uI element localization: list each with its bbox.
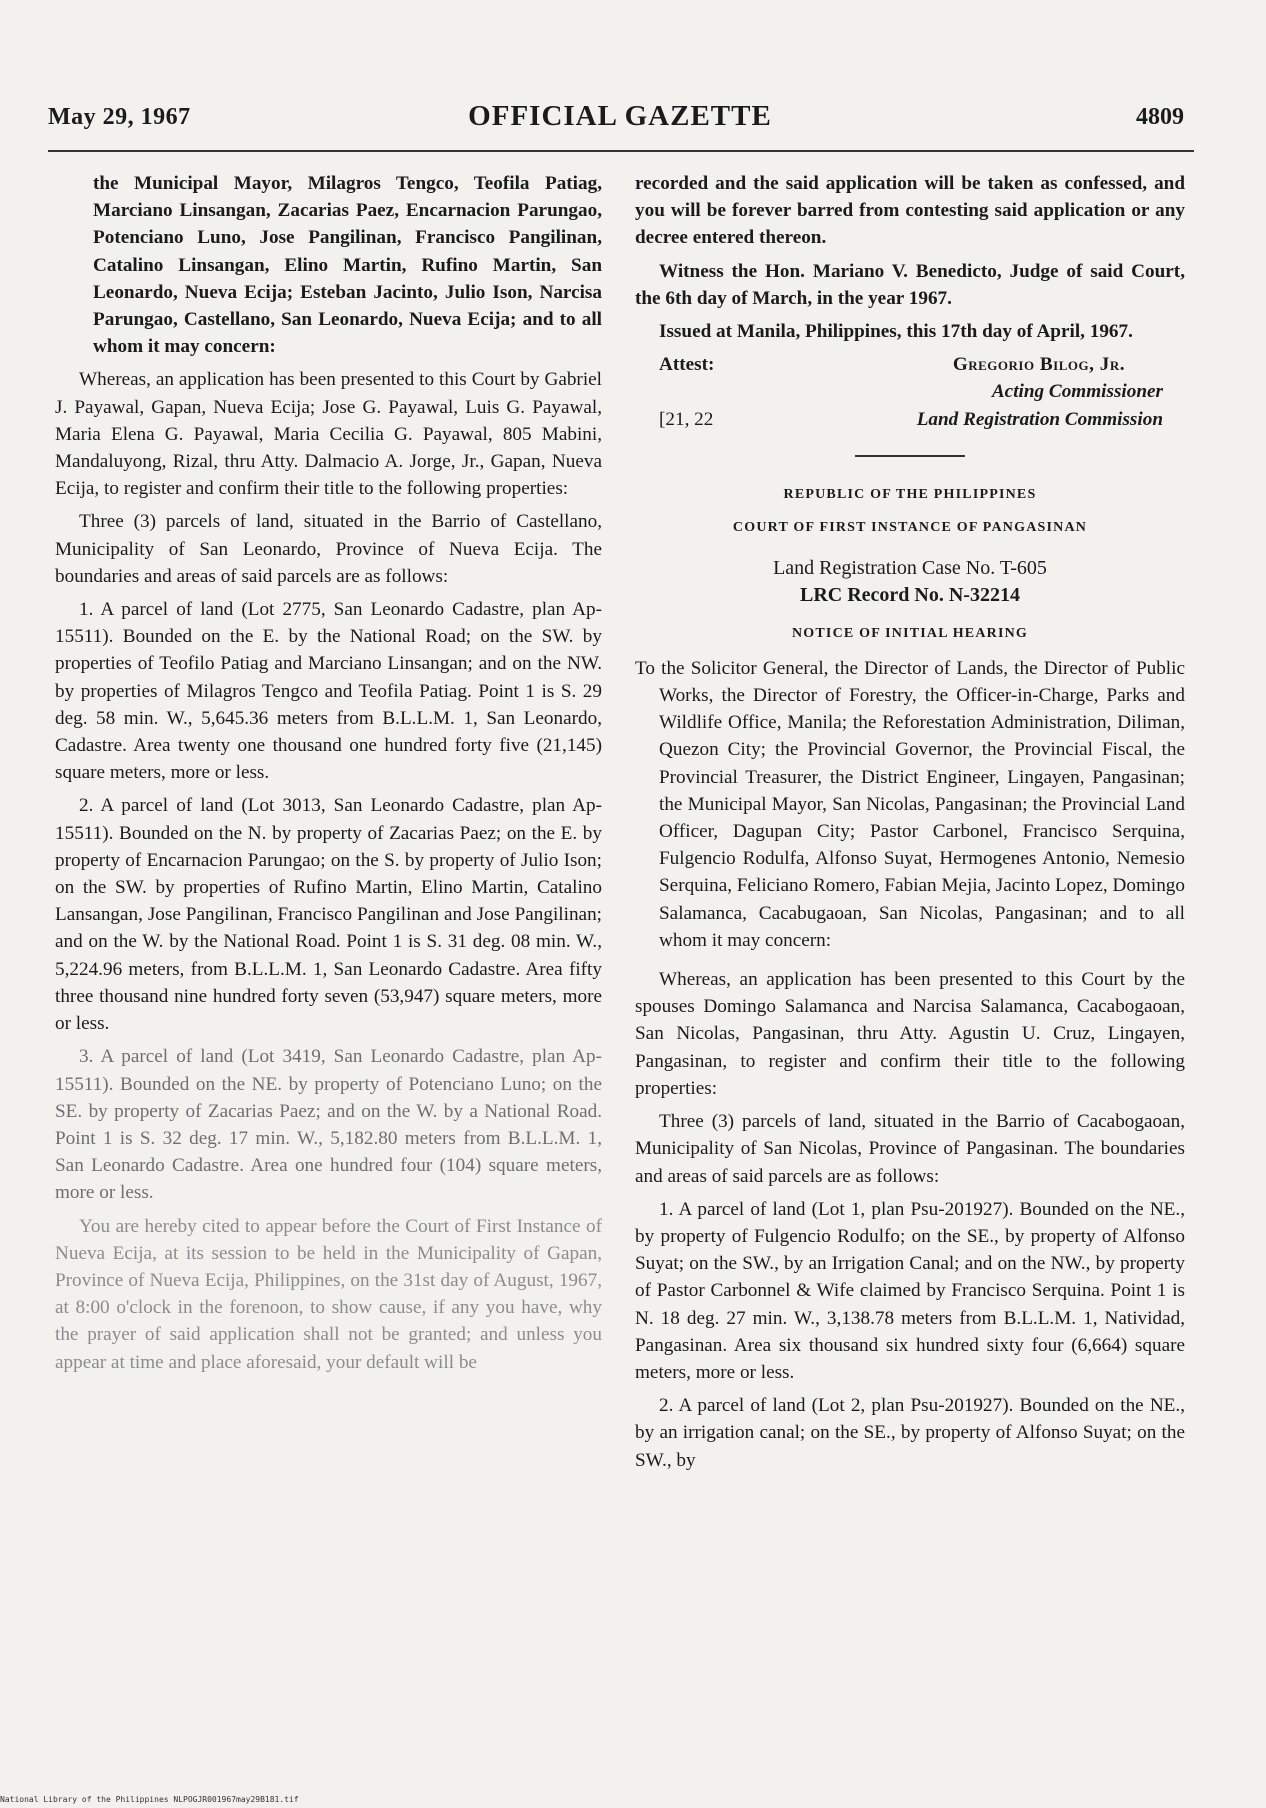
record-number: LRC Record No. N-32214 [800, 584, 1020, 607]
issue-date: May 29, 1967 [48, 104, 191, 130]
scan-footer: National Library of the Philippines NLPOGJR001967may29B181.tif [0, 1795, 299, 1804]
court-heading: COURT OF FIRST INSTANCE OF PANGASINAN [732, 520, 1088, 536]
signatory-name: Gregorio Bilog, Jr. [952, 354, 1125, 376]
three-parcels-paragraph: Three (3) parcels of land, situated in the Barrio of Castellano, Municipality of San Leonardo, Province of Nueva Ecija. The boundaries and areas of said parcels are as follows: [55, 511, 602, 587]
whereas-paragraph-2: Whereas, an application has been presented to this Court by the spouses Domingo Salamanca and Narcisa Salamanca, Cacabogaoan, San Nicolas, Pangasinan, thru Atty. Agustin U. Cruz, Lingayen, Pangasinan, to register and confirm their title to the following properties: [635, 969, 1185, 1099]
parcel-3-paragraph: 3. A parcel of land (Lot 3419, San Leonardo Cadastre, plan Ap-15511). Bounded on the NE. by property of Potenciano Luno; on the SE. by property of Zacarias Paez; and on the W. by a National Road. Point 1 is S. 32 deg. 17 min. W., 5,182.80 meters from B.L.L.M. 1, San Leonardo Cadastre. Area one hundred four (104) square meters, more or less. [55, 1046, 602, 1204]
notice-title: NOTICE OF INITIAL HEARING [791, 625, 1029, 641]
witness-paragraph: Witness the Hon. Mariano V. Benedicto, Judge of said Court, the 6th day of March, in the year 1967. [635, 260, 1185, 309]
republic-heading: REPUBLIC OF THE PHILIPPINES [783, 486, 1037, 502]
publication-title: OFFICIAL GAZETTE [468, 100, 772, 132]
attest-block [635, 351, 1185, 378]
signatory-title-row [635, 378, 1185, 405]
parcel-2-paragraph: 2. A parcel of land (Lot 3013, San Leonardo Cadastre, plan Ap-15511). Bounded on the N. by property of Zacarias Paez; on the E. by property of Encarnacion Parungao; on the S. by property of Julio Ison; on the SW. by properties of Rufino Martin, Elino Martin, Catalino Lansangan, Jose Pangilinan, Francisco Pangilinan and Jose Pangilinan; and on the W. by the National Road. Point 1 is S. 31 deg. 08 min. W., 5,224.96 meters, from B.L.L.M. 1, San Leonardo Cadastre. Area fifty three thousand nine hundred forty seven (53,947) square meters, more or less. [55, 795, 602, 1035]
issued-paragraph: Issued at Manila, Philippines, this 17th day of April, 1967. [659, 321, 1133, 343]
section-divider [855, 455, 965, 457]
addressees-paragraph: the Municipal Mayor, Milagros Tengco, Teofila Patiag, Marciano Linsangan, Zacarias Paez, Encarnacion Parungao, Potenciano Luno, Jose Pangilinan, Francisco Pangilinan, Catalino Linsangan, Elino Martin, Rufino Martin, San Leonardo, Nueva Ecija; Esteban Jacinto, Julio Ison, Narcisa Parungao, Castellano, San Leonardo, Nueva Ecija; and to all whom it may concern: [93, 173, 602, 358]
agency-row [635, 406, 1185, 433]
summons-paragraph: You are hereby cited to appear before the Court of First Instance of Nueva Ecija, at its session to be held in the Municipality of Gapan, Province of Nueva Ecija, Philippines, on the 31st day of August, 1967, at 8:00 o'clock in the forenoon, to show cause, if any you have, why the prayer of said application shall not be granted; and unless you appear at time and place aforesaid, your default will be [55, 1215, 602, 1373]
parcel-1-paragraph-2: 1. A parcel of land (Lot 1, plan Psu-201927). Bounded on the NE., by property of Fulgencio Rodulfo; on the SE., by property of Alfonso Suyat; on the SW., by an Irrigation Canal; and on the NW., by property of Pastor Carbonnel & Wife claimed by Francisco Serquina. Point 1 is N. 18 deg. 27 min. W., 3,138.78 meters from B.L.L.M. 1, Natividad, Pangasinan. Area six thousand six hundred sixty four (6,664) square meters, more or less. [635, 1198, 1185, 1383]
case-number: Land Registration Case No. T-605 [773, 557, 1047, 580]
left-column [55, 170, 602, 1382]
parcel-2-paragraph-2: 2. A parcel of land (Lot 2, plan Psu-201927). Bounded on the NE., by an irrigation canal; on the SE., by property of Alfonso Suyat; on the SW., by [635, 1395, 1185, 1471]
signatory-title: Acting Commissioner [991, 381, 1163, 403]
parcel-1-paragraph: 1. A parcel of land (Lot 2775, San Leonardo Cadastre, plan Ap-15511). Bounded on the E. by the National Road; on the SW. by properties of Teofilo Patiag and Marciano Linsangan; and on the NW. by properties of Milagros Tengco and Teofila Patiag. Point 1 is S. 29 deg. 58 min. W., 5,645.36 meters from B.L.L.M. 1, San Leonardo, Cadastre. Area twenty one thousand one hundred forty five (21,145) square meters, more or less. [55, 599, 602, 784]
to-paragraph: To the Solicitor General, the Director of Lands, the Director of Public Works, the Director of Forestry, the Officer-in-Charge, Parks and Wildlife Office, Manila; the Reforestation Administration, Diliman, Quezon City; the Provincial Governor, the Provincial Fiscal, the Provincial Treasurer, the District Engineer, Lingayen, Pangasinan; the Municipal Mayor, San Nicolas, Pangasinan; the Provincial Land Officer, Dagupan City; Pastor Carbonel, Francisco Serquina, Fulgencio Rodulfa, Alfonso Suyat, Hermogenes Antonio, Nemesio Serquina, Feliciano Romero, Fabian Mejia, Jacinto Lopez, Domingo Salamanca, Cacabugaoan, San Nicolas, Pangasinan; and to all whom it may concern: [635, 657, 1185, 951]
page-number: 4809 [1136, 104, 1184, 130]
continuation-paragraph: recorded and the said application will be taken as confessed, and you will be forever barred from contesting said application or any decree entered thereon. [635, 173, 1185, 249]
right-column [635, 170, 1185, 1480]
header-rule [48, 150, 1194, 152]
attest-label: Attest: [659, 354, 715, 376]
whereas-paragraph: Whereas, an application has been presented to this Court by Gabriel J. Payawal, Gapan, Nueva Ecija; Jose G. Payawal, Luis G. Payawal, Maria Elena G. Payawal, Maria Cecilia G. Payawal, 805 Mabini, Mandaluyong, Rizal, thru Atty. Dalmacio A. Jorge, Jr., Gapan, Nueva Ecija, to register and confirm their title to the following properties: [55, 369, 602, 500]
three-parcels-paragraph-2: Three (3) parcels of land, situated in the Barrio of Cacabogaoan, Municipality of San Nicolas, Province of Pangasinan. The boundaries and areas of said parcels are as follows: [635, 1111, 1185, 1187]
page-header [48, 100, 1192, 140]
issue-reference: [21, 22 [659, 408, 714, 430]
agency-name: Land Registration Commission [916, 408, 1163, 430]
